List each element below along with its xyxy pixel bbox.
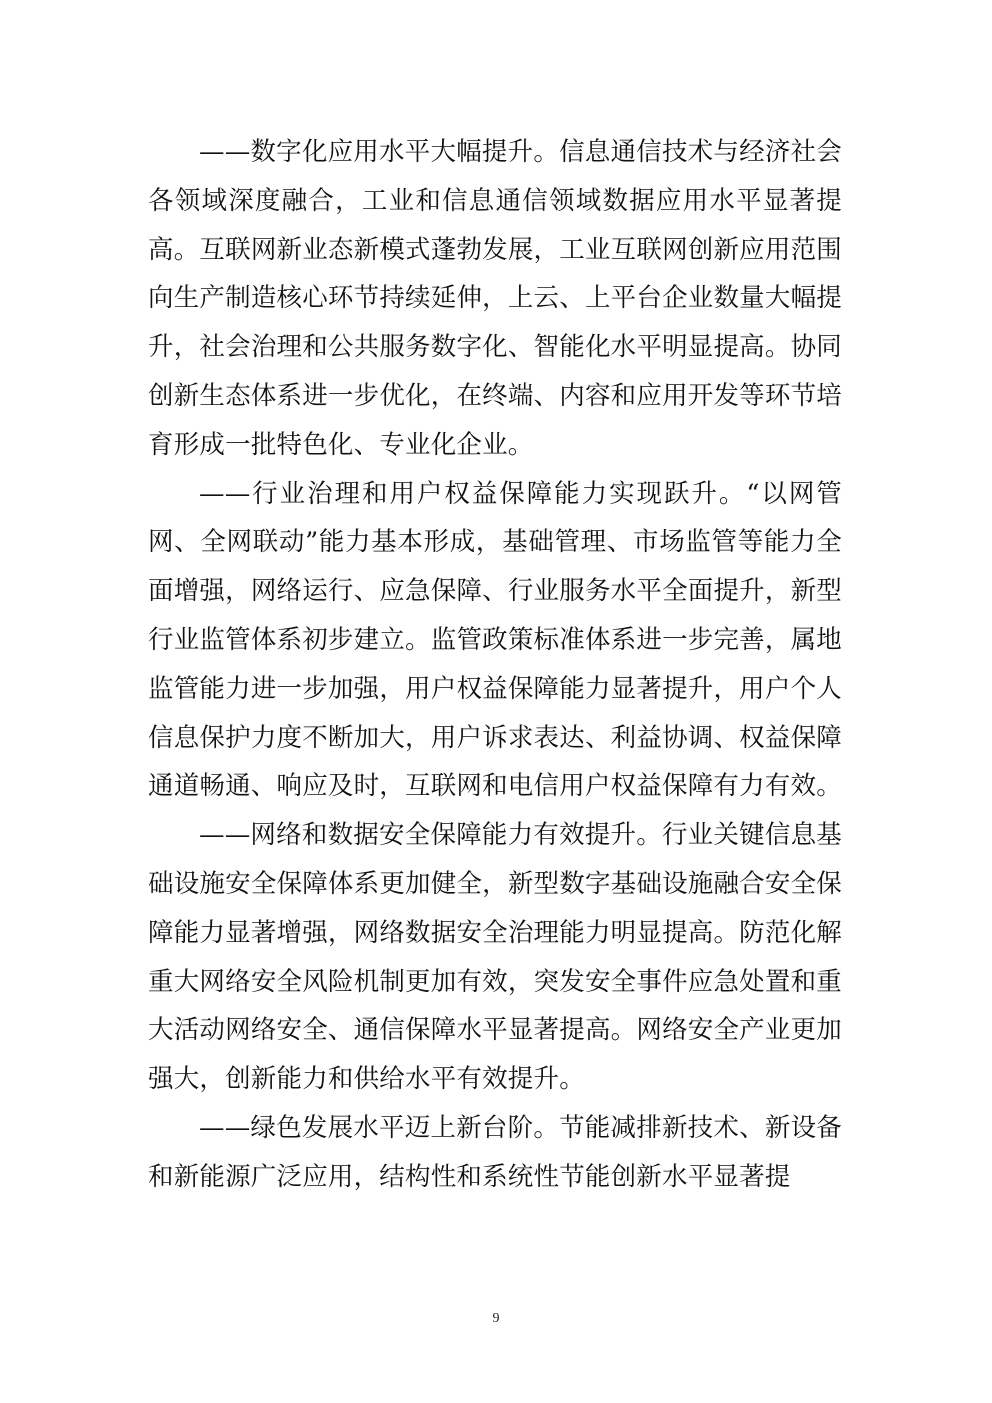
paragraph-green-development: ——绿色发展水平迈上新台阶。节能减排新技术、新设备和新能源广泛应用，结构性和系统性节能创新水平显著提 xyxy=(148,1112,842,1192)
paragraph-network-data-security: ——网络和数据安全保障能力有效提升。行业关键信息基础设施安全保障体系更加健全，新型数字基础设施融合安全保障能力显著增强，网络数据安全治理能力明显提高。防范化解重大网络安全风险机制更加有效，突发安全事件应急处置和重大活动网络安全、通信保障水平显著提高。网络安全产业更加强大，创新能力和供给水平有效提升。 xyxy=(148,820,842,1095)
document-body xyxy=(148,128,842,1202)
paragraph-industry-governance: ——行业治理和用户权益保障能力实现跃升。“以网管网、全网联动”能力基本形成，基础管理、市场监管等能力全面增强，网络运行、应急保障、行业服务水平全面提升，新型行业监管体系初步建立。监管政策标准体系进一步完善，属地监管能力进一步加强，用户权益保障能力显著提升，用户个人信息保护力度不断加大，用户诉求表达、利益协调、权益保障通道畅通、响应及时，互联网和电信用户权益保障有力有效。 xyxy=(148,478,842,802)
paragraph-digital-application: ——数字化应用水平大幅提升。信息通信技术与经济社会各领域深度融合，工业和信息通信领域数据应用水平显著提高。互联网新业态新模式蓬勃发展，工业互联网创新应用范围向生产制造核心环节持续延伸，上云、上平台企业数量大幅提升，社会治理和公共服务数字化、智能化水平明显提高。协同创新生态体系进一步优化，在终端、内容和应用开发等环节培育形成一批特色化、专业化企业。 xyxy=(148,137,842,460)
page-number: 9 xyxy=(492,1311,500,1326)
